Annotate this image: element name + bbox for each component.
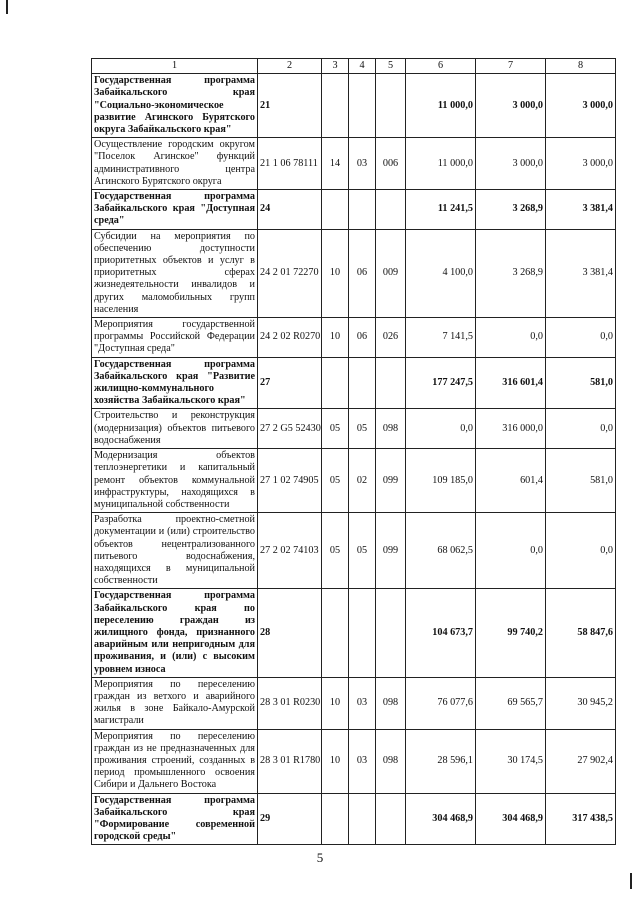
row-value-6: 68 062,5 [406, 513, 476, 589]
col-header: 6 [406, 59, 476, 74]
row-name: Государственная программа Забайкальского края "Развитие жилищно-коммунального хозяйства Забайкальского края" [92, 357, 258, 409]
row-value-7: 99 740,2 [476, 589, 546, 677]
row-value-7: 0,0 [476, 513, 546, 589]
row-value-7: 69 565,7 [476, 677, 546, 729]
row-expense-type [376, 357, 406, 409]
col-header: 4 [349, 59, 376, 74]
scan-edge-mark [6, 0, 8, 14]
row-value-8: 3 000,0 [546, 74, 616, 138]
budget-table [91, 58, 616, 845]
row-section: 05 [322, 409, 349, 449]
row-subsection: 02 [349, 449, 376, 513]
row-value-7: 601,4 [476, 449, 546, 513]
row-value-6: 28 596,1 [406, 729, 476, 793]
row-subsection: 05 [349, 513, 376, 589]
row-code: 24 2 01 72270 [258, 229, 322, 317]
row-expense-type [376, 589, 406, 677]
row-name: Разработка проектно-сметной документации и (или) строительство объектов нецентрализованного питьевого водоснабжения, находящихся в муниципальной собственности [92, 513, 258, 589]
row-expense-type: 099 [376, 449, 406, 513]
row-expense-type: 006 [376, 138, 406, 190]
row-value-7: 316 000,0 [476, 409, 546, 449]
row-value-7: 3 268,9 [476, 229, 546, 317]
row-value-8: 30 945,2 [546, 677, 616, 729]
row-name: Осуществление городским округом "Поселок Агинское" функций административного центра Агинского Бурятского округа [92, 138, 258, 190]
row-code: 28 3 01 R0230 [258, 677, 322, 729]
row-subsection: 05 [349, 409, 376, 449]
row-code: 28 [258, 589, 322, 677]
row-expense-type: 098 [376, 729, 406, 793]
table-row [92, 589, 616, 677]
row-subsection: 06 [349, 318, 376, 358]
row-expense-type: 099 [376, 513, 406, 589]
row-subsection: 03 [349, 138, 376, 190]
row-value-8: 0,0 [546, 318, 616, 358]
row-section [322, 357, 349, 409]
row-section: 10 [322, 318, 349, 358]
row-section: 05 [322, 513, 349, 589]
row-name: Субсидии на мероприятия по обеспечению доступности приоритетных объектов и услуг в приоритетных сферах жизнедеятельности инвалидов и других маломобильных групп населения [92, 229, 258, 317]
table-row [92, 318, 616, 358]
row-section: 05 [322, 449, 349, 513]
scan-edge-mark [630, 873, 632, 889]
row-expense-type: 098 [376, 677, 406, 729]
row-value-7: 3 000,0 [476, 138, 546, 190]
row-value-8: 58 847,6 [546, 589, 616, 677]
col-header: 8 [546, 59, 616, 74]
row-subsection [349, 589, 376, 677]
table-row [92, 190, 616, 230]
table-row [92, 357, 616, 409]
row-value-6: 4 100,0 [406, 229, 476, 317]
row-value-6: 177 247,5 [406, 357, 476, 409]
row-value-7: 0,0 [476, 318, 546, 358]
row-name: Строительство и реконструкция (модернизация) объектов питьевого водоснабжения [92, 409, 258, 449]
row-name: Государственная программа Забайкальского края "Формирование современной городской среды" [92, 793, 258, 845]
row-subsection [349, 190, 376, 230]
row-value-8: 317 438,5 [546, 793, 616, 845]
row-name: Государственная программа Забайкальского края по переселению граждан из жилищного фонда, признанного аварийным или непригодным для проживания, и (или) с высоким уровнем износа [92, 589, 258, 677]
row-expense-type [376, 190, 406, 230]
row-value-6: 104 673,7 [406, 589, 476, 677]
row-value-8: 27 902,4 [546, 729, 616, 793]
col-header: 5 [376, 59, 406, 74]
row-section: 10 [322, 729, 349, 793]
table-row [92, 409, 616, 449]
row-value-7: 304 468,9 [476, 793, 546, 845]
row-name: Мероприятия по переселению граждан из не предназначенных для проживания строений, созданных в период промышленного освоения Сибири и Дальнего Востока [92, 729, 258, 793]
row-value-6: 11 000,0 [406, 138, 476, 190]
row-expense-type: 098 [376, 409, 406, 449]
row-code: 27 1 02 74905 [258, 449, 322, 513]
row-expense-type [376, 793, 406, 845]
row-value-6: 109 185,0 [406, 449, 476, 513]
row-subsection: 03 [349, 677, 376, 729]
row-code: 24 2 02 R0270 [258, 318, 322, 358]
table-row [92, 74, 616, 138]
row-code: 21 [258, 74, 322, 138]
row-value-8: 0,0 [546, 409, 616, 449]
row-value-7: 316 601,4 [476, 357, 546, 409]
row-section: 10 [322, 677, 349, 729]
row-value-6: 11 241,5 [406, 190, 476, 230]
col-header: 7 [476, 59, 546, 74]
row-code: 29 [258, 793, 322, 845]
table-row [92, 793, 616, 845]
row-value-8: 581,0 [546, 449, 616, 513]
row-value-8: 3 381,4 [546, 229, 616, 317]
row-code: 27 2 G5 52430 [258, 409, 322, 449]
row-expense-type: 026 [376, 318, 406, 358]
row-value-7: 30 174,5 [476, 729, 546, 793]
row-expense-type: 009 [376, 229, 406, 317]
row-section [322, 190, 349, 230]
row-value-8: 3 381,4 [546, 190, 616, 230]
table-row [92, 513, 616, 589]
row-value-8: 3 000,0 [546, 138, 616, 190]
row-code: 21 1 06 78111 [258, 138, 322, 190]
row-section [322, 793, 349, 845]
row-subsection [349, 793, 376, 845]
row-name: Мероприятия по переселению граждан из ветхого и аварийного жилья в зоне Байкало-Амурской магистрали [92, 677, 258, 729]
row-subsection [349, 74, 376, 138]
row-subsection: 03 [349, 729, 376, 793]
row-value-6: 76 077,6 [406, 677, 476, 729]
row-value-6: 0,0 [406, 409, 476, 449]
row-name: Мероприятия государственной программы Российской Федерации "Доступная среда" [92, 318, 258, 358]
row-subsection [349, 357, 376, 409]
row-value-6: 304 468,9 [406, 793, 476, 845]
row-value-6: 11 000,0 [406, 74, 476, 138]
header-row [92, 59, 616, 74]
row-expense-type [376, 74, 406, 138]
table-row [92, 138, 616, 190]
col-header: 1 [92, 59, 258, 74]
row-section: 14 [322, 138, 349, 190]
row-value-8: 581,0 [546, 357, 616, 409]
row-value-7: 3 000,0 [476, 74, 546, 138]
row-name: Государственная программа Забайкальского края "Социально-экономическое развитие Агинского Бурятского округа Забайкальского края" [92, 74, 258, 138]
row-code: 28 3 01 R1780 [258, 729, 322, 793]
row-subsection: 06 [349, 229, 376, 317]
col-header: 2 [258, 59, 322, 74]
row-section [322, 74, 349, 138]
page-number: 5 [316, 850, 324, 865]
row-code: 27 [258, 357, 322, 409]
row-name: Модернизация объектов теплоэнергетики и капитальный ремонт объектов коммунальной инфраструктуры, находящихся в муниципальной собственности [92, 449, 258, 513]
row-value-8: 0,0 [546, 513, 616, 589]
table-row [92, 677, 616, 729]
table-row [92, 229, 616, 317]
row-code: 24 [258, 190, 322, 230]
row-section [322, 589, 349, 677]
table-row [92, 449, 616, 513]
col-header: 3 [322, 59, 349, 74]
table-row [92, 729, 616, 793]
row-code: 27 2 02 74103 [258, 513, 322, 589]
row-value-6: 7 141,5 [406, 318, 476, 358]
row-value-7: 3 268,9 [476, 190, 546, 230]
row-section: 10 [322, 229, 349, 317]
row-name: Государственная программа Забайкальского края "Доступная среда" [92, 190, 258, 230]
